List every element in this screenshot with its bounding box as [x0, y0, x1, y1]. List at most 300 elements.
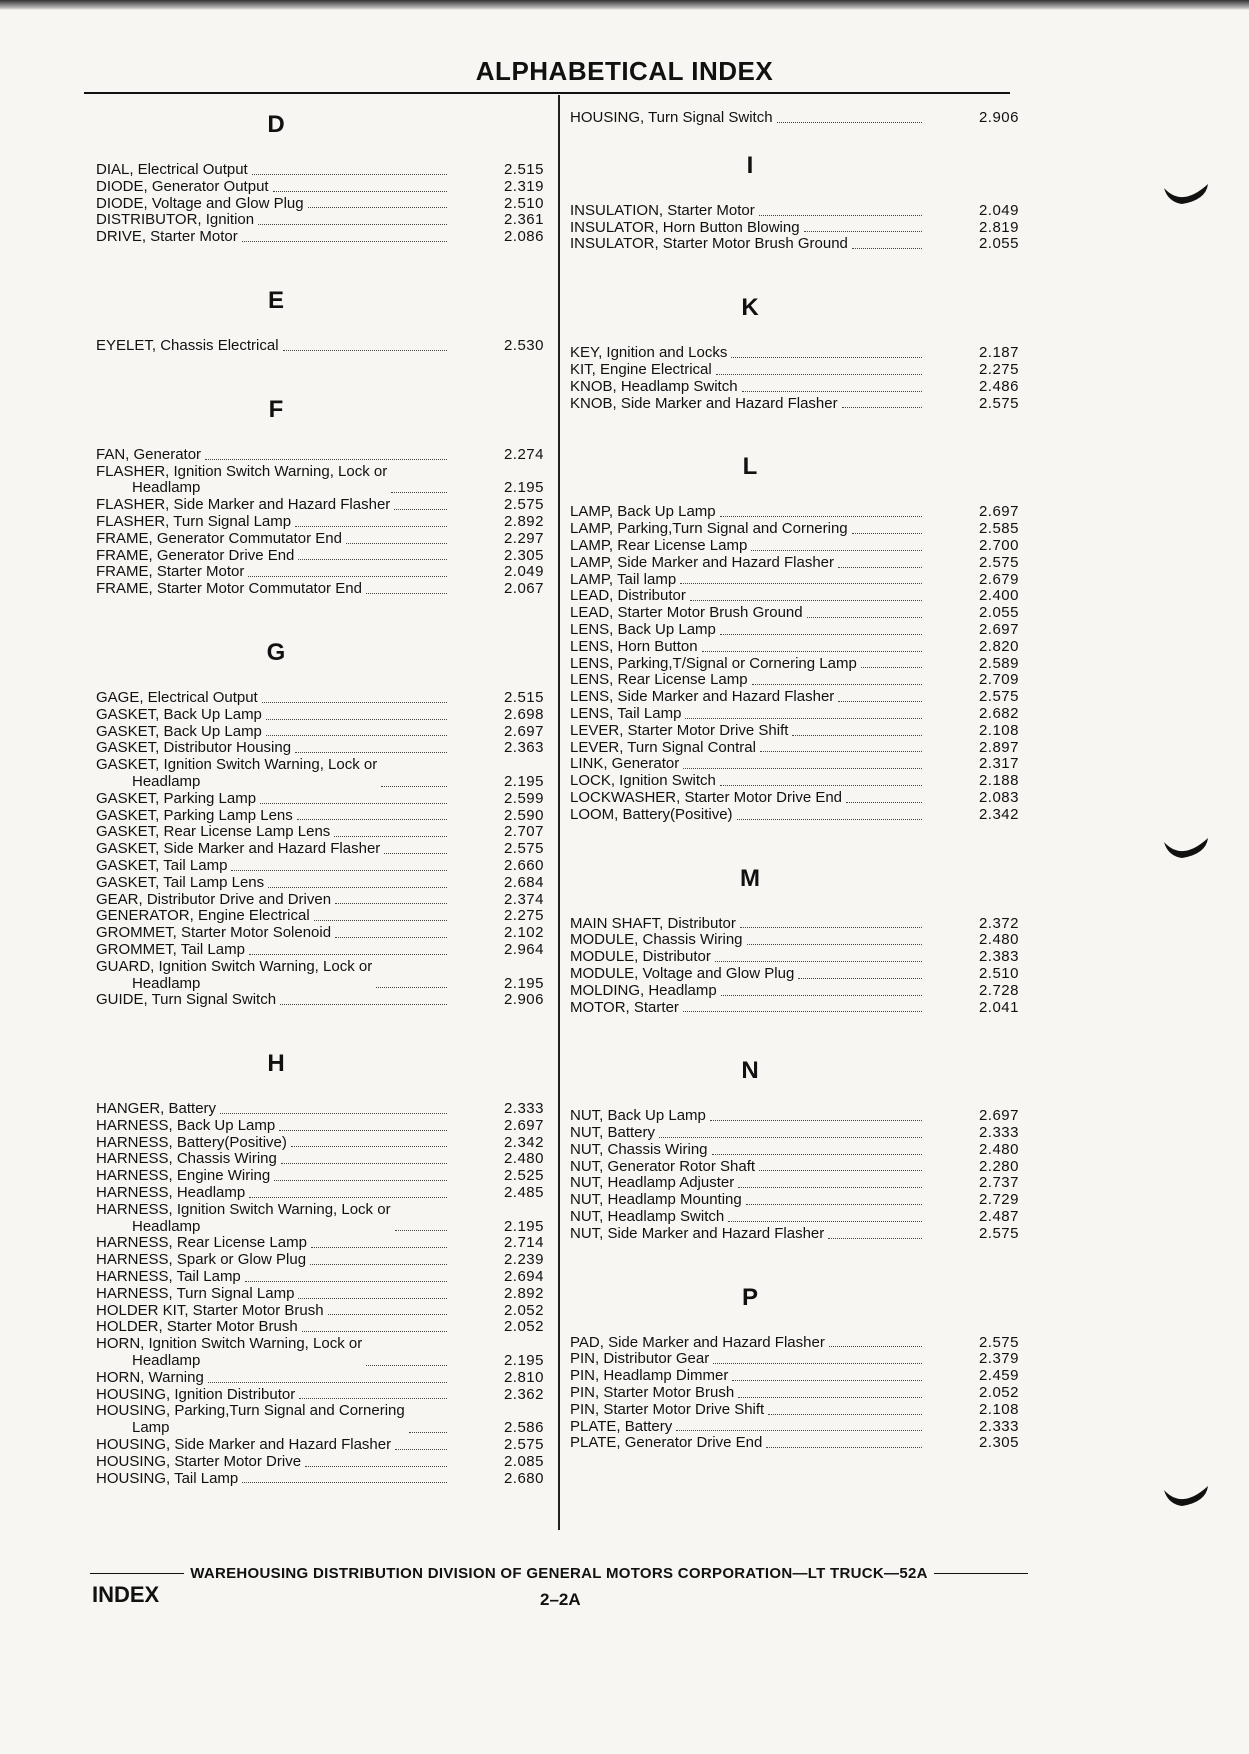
entry-text-wrap — [96, 1151, 449, 1168]
entry-text-wrap — [96, 740, 449, 757]
index-entry — [96, 338, 550, 355]
entry-page-number: 2.707 — [503, 823, 544, 841]
entry-text-wrap — [96, 1370, 449, 1387]
entry-page-number: 2.820 — [978, 637, 1019, 655]
index-entry — [96, 690, 550, 707]
entry-page-number: 2.679 — [978, 570, 1019, 588]
entry-page-number: 2.055 — [978, 235, 1019, 253]
entry-text-wrap — [96, 925, 449, 942]
dot-leader — [861, 667, 922, 668]
binder-hole-mark — [1162, 1480, 1212, 1508]
entry-page-number: 2.589 — [978, 654, 1019, 672]
dot-leader — [302, 1331, 448, 1332]
entry-text: GASKET, Back Up Lamp — [96, 722, 262, 740]
index-entry — [570, 689, 1025, 706]
dot-leader — [299, 1398, 447, 1399]
entry-page-number: 2.041 — [978, 998, 1019, 1016]
footer-page-number: 2–2A — [540, 1590, 581, 1609]
dot-leader — [683, 768, 922, 769]
dot-leader — [732, 1380, 922, 1381]
entry-text: NUT, Headlamp Switch — [570, 1208, 725, 1226]
entry-page-number: 2.480 — [503, 1150, 544, 1168]
entry-line-wrap — [96, 757, 449, 791]
entry-text: DIODE, Voltage and Glow Plug — [96, 194, 304, 212]
entry-page-number: 2.485 — [503, 1184, 544, 1202]
entry-text-wrap — [96, 707, 449, 724]
entry-text: LOCK, Ignition Switch — [570, 772, 716, 790]
entry-text: LEAD, Distributor — [570, 587, 686, 605]
index-entry — [96, 1101, 550, 1118]
entry-page-number: 2.085 — [503, 1452, 544, 1470]
entry-text-wrap — [570, 1142, 924, 1159]
index-entry — [570, 966, 1025, 983]
entry-text-wrap — [96, 1303, 449, 1320]
index-entry-list — [570, 1108, 1025, 1242]
dot-leader — [852, 248, 922, 249]
entry-text: MODULE, Voltage and Glow Plug — [570, 964, 795, 982]
entry-text: HOUSING, Tail Lamp — [96, 1469, 239, 1487]
index-section — [96, 638, 550, 1009]
entry-page-number: 2.737 — [978, 1174, 1019, 1192]
entry-text: LAMP, Side Marker and Hazard Flasher — [570, 553, 835, 571]
entry-text-wrap — [570, 1125, 924, 1142]
index-entry — [570, 1351, 1025, 1368]
entry-text: PLATE, Generator Drive End — [570, 1434, 763, 1452]
dot-leader — [242, 241, 448, 242]
entry-text-wrap — [570, 773, 924, 790]
index-section — [96, 286, 550, 355]
entry-text-wrap — [96, 162, 449, 179]
entry-text-wrap — [570, 639, 924, 656]
entry-page-number: 2.195 — [503, 772, 544, 790]
entry-page-number: 2.086 — [503, 228, 544, 246]
entry-text: HARNESS, Chassis Wiring — [96, 1150, 277, 1168]
dot-leader — [716, 374, 922, 375]
entry-text: MOLDING, Headlamp — [570, 981, 717, 999]
entry-page-number: 2.906 — [978, 109, 1019, 126]
entry-text-continuation: Headlamp — [132, 1217, 201, 1235]
entry-text: NUT, Back Up Lamp — [570, 1107, 706, 1125]
entry-page-number: 2.897 — [978, 738, 1019, 756]
entry-text-wrap — [96, 196, 449, 213]
entry-text: NUT, Generator Rotor Shaft — [570, 1157, 756, 1175]
index-entry — [96, 740, 550, 757]
index-entry — [570, 1368, 1025, 1385]
index-entry — [96, 1370, 550, 1387]
dot-leader — [376, 987, 447, 988]
entry-text: LEAD, Starter Motor Brush Ground — [570, 604, 803, 622]
entry-text: GAGE, Electrical Output — [96, 688, 258, 706]
entry-text-wrap — [570, 396, 924, 413]
dot-leader — [394, 509, 447, 510]
index-entry — [96, 514, 550, 531]
dot-leader — [395, 1230, 448, 1231]
entry-text-wrap — [96, 1437, 449, 1454]
entry-text-wrap — [96, 841, 449, 858]
entry-text-wrap — [96, 1118, 449, 1135]
dot-leader — [829, 1346, 922, 1347]
index-section — [570, 1056, 1025, 1242]
dot-leader — [768, 1414, 922, 1415]
index-entry — [570, 1192, 1025, 1209]
index-entry — [570, 1142, 1025, 1159]
entry-text-wrap — [570, 1402, 924, 1419]
entry-text-wrap — [96, 1286, 449, 1303]
entry-text-wrap — [570, 1108, 924, 1125]
entry-text: NUT, Chassis Wiring — [570, 1140, 708, 1158]
dot-leader — [777, 122, 922, 123]
entry-page-number: 2.342 — [503, 1133, 544, 1151]
dot-leader — [710, 1120, 922, 1121]
entry-text-block — [96, 1403, 405, 1437]
entry-page-number: 2.575 — [503, 1436, 544, 1454]
index-section — [570, 110, 1025, 127]
entry-text: HARNESS, Back Up Lamp — [96, 1116, 276, 1134]
dot-leader — [751, 550, 922, 551]
entry-text-wrap — [96, 875, 449, 892]
index-entry — [96, 1269, 550, 1286]
section-letter: H — [267, 1050, 285, 1078]
index-entry — [96, 1471, 550, 1488]
entry-text-wrap — [570, 790, 924, 807]
dot-leader — [295, 752, 447, 753]
entry-text-continuation: Headlamp — [132, 974, 201, 992]
entry-text-wrap — [570, 110, 924, 127]
entry-text-wrap — [96, 1471, 449, 1488]
entry-page-number: 2.188 — [978, 772, 1019, 790]
index-entry — [570, 1419, 1025, 1436]
entry-text: HANGER, Battery — [96, 1100, 217, 1118]
index-entry — [96, 892, 550, 909]
entry-text-wrap — [570, 538, 924, 555]
entry-text: LAMP, Rear License Lamp — [570, 536, 748, 554]
index-entry — [96, 212, 550, 229]
entry-page-number: 2.530 — [503, 336, 544, 354]
entry-text: GASKET, Back Up Lamp — [96, 705, 262, 723]
dot-leader — [266, 735, 447, 736]
index-entry — [570, 504, 1025, 521]
entry-text-wrap — [570, 1209, 924, 1226]
binder-hole-mark — [1162, 832, 1212, 860]
entry-text: INSULATOR, Horn Button Blowing — [570, 218, 800, 236]
dot-leader — [366, 1365, 447, 1366]
entry-text: FRAME, Generator Commutator End — [96, 529, 342, 547]
entry-text-wrap — [570, 949, 924, 966]
entry-text-wrap — [570, 983, 924, 1000]
dot-leader — [248, 576, 447, 577]
entry-text: KNOB, Headlamp Switch — [570, 377, 738, 395]
entry-text-wrap — [96, 514, 449, 531]
entry-text-wrap — [96, 959, 449, 993]
section-letter: G — [266, 638, 286, 666]
dot-leader — [740, 927, 922, 928]
entry-page-number: 2.480 — [978, 1140, 1019, 1158]
entry-text: NUT, Side Marker and Hazard Flasher — [570, 1224, 825, 1242]
entry-text: KIT, Engine Electrical — [570, 360, 712, 378]
entry-text: FRAME, Starter Motor Commutator End — [96, 580, 362, 598]
section-letter: I — [746, 151, 754, 179]
entry-text: GUIDE, Turn Signal Switch — [96, 991, 277, 1009]
index-entry — [570, 1435, 1025, 1452]
index-entry-list — [570, 203, 1025, 253]
dot-leader — [747, 944, 923, 945]
index-entry — [96, 179, 550, 196]
entry-line-wrap — [96, 1403, 449, 1437]
index-entry-list — [570, 504, 1025, 823]
entry-text: KEY, Ignition and Locks — [570, 344, 728, 362]
entry-page-number: 2.575 — [978, 688, 1019, 706]
dot-leader — [305, 1466, 447, 1467]
index-entry — [570, 110, 1025, 127]
index-section — [96, 110, 550, 246]
entry-page-number: 2.108 — [978, 721, 1019, 739]
index-entry — [96, 1235, 550, 1252]
entry-page-number: 2.575 — [503, 840, 544, 858]
dot-leader — [266, 719, 447, 720]
entry-text-wrap — [570, 362, 924, 379]
dot-leader — [298, 559, 447, 560]
index-entry-list — [570, 345, 1025, 412]
dot-leader — [838, 701, 922, 702]
dot-leader — [731, 357, 922, 358]
index-entry — [570, 916, 1025, 933]
dot-leader — [273, 191, 448, 192]
index-entry — [96, 1151, 550, 1168]
entry-page-number: 2.819 — [978, 218, 1019, 236]
entry-page-number: 2.709 — [978, 671, 1019, 689]
entry-text: LENS, Horn Button — [570, 637, 698, 655]
entry-page-number: 2.575 — [503, 496, 544, 514]
dot-leader — [713, 1363, 922, 1364]
footer-section-label: INDEX — [92, 1582, 160, 1607]
entry-text: LOCKWASHER, Starter Motor Drive End — [570, 788, 843, 806]
dot-leader — [260, 803, 447, 804]
index-entry — [96, 707, 550, 724]
entry-text: NUT, Battery — [570, 1124, 656, 1142]
entry-text-wrap — [96, 564, 449, 581]
entry-page-number: 2.305 — [978, 1434, 1019, 1452]
entry-page-number: 2.684 — [503, 873, 544, 891]
index-entry — [96, 1437, 550, 1454]
entry-text-wrap — [570, 521, 924, 538]
index-entry — [570, 572, 1025, 589]
index-entry — [96, 497, 550, 514]
entry-text-wrap — [96, 447, 449, 464]
index-entry — [570, 1159, 1025, 1176]
entry-text: PIN, Headlamp Dimmer — [570, 1367, 729, 1385]
entry-page-number: 2.575 — [978, 1224, 1019, 1242]
section-letter: P — [741, 1283, 758, 1311]
index-entry — [570, 756, 1025, 773]
entry-text: LAMP, Tail lamp — [570, 570, 677, 588]
index-entry — [570, 1226, 1025, 1243]
index-entry-list — [570, 1335, 1025, 1453]
dot-leader — [249, 954, 447, 955]
entry-text-wrap — [96, 1336, 449, 1370]
entry-page-number: 2.892 — [503, 1284, 544, 1302]
dot-leader — [409, 1432, 448, 1433]
title-rule — [84, 92, 1010, 94]
entry-text-wrap — [96, 229, 449, 246]
entry-text-wrap — [96, 1135, 449, 1152]
entry-page-number: 2.187 — [978, 344, 1019, 362]
index-entry — [96, 1454, 550, 1471]
index-entry — [96, 564, 550, 581]
index-entry — [96, 1319, 550, 1336]
entry-text: HOUSING, Side Marker and Hazard Flasher — [96, 1436, 392, 1454]
dot-leader — [715, 961, 922, 962]
dot-leader — [314, 920, 448, 921]
dot-leader — [759, 215, 922, 216]
index-entry — [570, 656, 1025, 673]
entry-text-wrap — [96, 892, 449, 909]
entry-page-number: 2.363 — [503, 739, 544, 757]
entry-text: HARNESS, Ignition Switch Warning, Lock or — [96, 1200, 391, 1218]
entry-page-number: 2.379 — [978, 1350, 1019, 1368]
entry-page-number: 2.055 — [978, 604, 1019, 622]
entry-page-number: 2.049 — [503, 563, 544, 581]
entry-text-wrap — [570, 689, 924, 706]
entry-page-number: 2.333 — [978, 1417, 1019, 1435]
entry-text-wrap — [570, 1435, 924, 1452]
entry-text: GASKET, Ignition Switch Warning, Lock or — [96, 756, 378, 774]
dot-leader — [738, 1187, 922, 1188]
entry-text: HARNESS, Headlamp — [96, 1184, 246, 1202]
index-entry — [96, 1135, 550, 1152]
index-entry — [96, 1185, 550, 1202]
entry-text-wrap — [96, 908, 449, 925]
entry-text-wrap — [96, 497, 449, 514]
index-entry — [96, 196, 550, 213]
section-letter: E — [267, 286, 284, 314]
index-entry — [570, 1125, 1025, 1142]
entry-text-wrap — [96, 1387, 449, 1404]
index-entry — [96, 1387, 550, 1404]
entry-line-wrap — [96, 1336, 449, 1370]
entry-text: MOTOR, Starter — [570, 998, 679, 1016]
index-entry — [96, 824, 550, 841]
entry-page-number: 2.195 — [503, 479, 544, 497]
entry-page-number: 2.195 — [503, 1352, 544, 1370]
section-letter: L — [742, 453, 758, 481]
index-section — [96, 395, 550, 598]
entry-text: LENS, Back Up Lamp — [570, 620, 716, 638]
entry-page-number: 2.698 — [503, 705, 544, 723]
dot-leader — [283, 350, 448, 351]
entry-text: HARNESS, Engine Wiring — [96, 1167, 271, 1185]
entry-text: PAD, Side Marker and Hazard Flasher — [570, 1333, 825, 1351]
entry-page-number: 2.694 — [503, 1268, 544, 1286]
entry-text: PIN, Distributor Gear — [570, 1350, 710, 1368]
entry-text: HARNESS, Battery(Positive) — [96, 1133, 287, 1151]
entry-page-number: 2.682 — [978, 704, 1019, 722]
index-entry — [570, 706, 1025, 723]
entry-page-number: 2.697 — [503, 722, 544, 740]
entry-text: HORN, Warning — [96, 1368, 204, 1386]
entry-text: KNOB, Side Marker and Hazard Flasher — [570, 394, 838, 412]
entry-text-block — [96, 464, 387, 498]
entry-text-continuation: Headlamp — [132, 479, 201, 497]
footer-rule-right — [934, 1573, 1028, 1575]
entry-page-number: 2.575 — [978, 394, 1019, 412]
dot-leader — [252, 174, 448, 175]
dot-leader — [220, 1113, 447, 1114]
entry-text-wrap — [570, 672, 924, 689]
entry-text-continuation: Lamp — [132, 1419, 170, 1437]
entry-page-number: 2.052 — [503, 1318, 544, 1336]
entry-text: LAMP, Parking,Turn Signal and Cornering — [570, 520, 848, 538]
index-entry — [570, 605, 1025, 622]
entry-page-number: 2.728 — [978, 981, 1019, 999]
dot-leader — [752, 684, 922, 685]
entry-text-wrap — [570, 345, 924, 362]
index-entry — [570, 723, 1025, 740]
entry-text: FLASHER, Side Marker and Hazard Flasher — [96, 496, 391, 514]
entry-page-number: 2.515 — [503, 688, 544, 706]
entry-text-wrap — [96, 1168, 449, 1185]
dot-leader — [742, 391, 922, 392]
entry-page-number: 2.906 — [503, 991, 544, 1009]
dot-leader — [720, 516, 922, 517]
entry-page-number: 2.487 — [978, 1208, 1019, 1226]
entry-text-wrap — [570, 1419, 924, 1436]
entry-page-number: 2.083 — [978, 788, 1019, 806]
dot-leader — [335, 903, 447, 904]
page-title: ALPHABETICAL INDEX — [475, 56, 774, 86]
entry-text: DIODE, Generator Output — [96, 177, 269, 195]
entry-text-wrap — [96, 1101, 449, 1118]
dot-leader — [281, 1163, 447, 1164]
entry-text: PIN, Starter Motor Brush — [570, 1384, 735, 1402]
dot-leader — [298, 1298, 447, 1299]
entry-text-wrap — [570, 966, 924, 983]
dot-leader — [737, 819, 923, 820]
entry-text: INSULATION, Starter Motor — [570, 201, 755, 219]
entry-text: GASKET, Rear License Lamp Lens — [96, 823, 331, 841]
entry-text: HOUSING, Turn Signal Switch — [570, 109, 773, 126]
index-entry — [96, 959, 550, 993]
entry-page-number: 2.102 — [503, 924, 544, 942]
dot-leader — [274, 1180, 447, 1181]
entry-page-number: 2.195 — [503, 1217, 544, 1235]
dot-leader — [249, 1197, 447, 1198]
entry-text-wrap — [570, 379, 924, 396]
index-entry — [570, 1402, 1025, 1419]
entry-text-continuation: Headlamp — [132, 772, 201, 790]
entry-text-wrap — [570, 588, 924, 605]
entry-text: HORN, Ignition Switch Warning, Lock or — [96, 1335, 363, 1353]
entry-page-number: 2.362 — [503, 1385, 544, 1403]
entry-page-number: 2.459 — [978, 1367, 1019, 1385]
entry-page-number: 2.052 — [978, 1384, 1019, 1402]
entry-text-wrap — [570, 605, 924, 622]
entry-page-number: 2.660 — [503, 856, 544, 874]
dot-leader — [807, 617, 922, 618]
index-entry — [96, 791, 550, 808]
dot-leader — [231, 870, 447, 871]
index-entry — [570, 1385, 1025, 1402]
entry-text-wrap — [570, 916, 924, 933]
entry-text: PIN, Starter Motor Drive Shift — [570, 1400, 765, 1418]
dot-leader — [712, 1154, 923, 1155]
entry-text-wrap — [570, 236, 924, 253]
entry-text-wrap — [96, 179, 449, 196]
entry-text-wrap — [96, 548, 449, 565]
index-entry — [570, 622, 1025, 639]
index-entry — [570, 1108, 1025, 1125]
dot-leader — [676, 1430, 922, 1431]
entry-text-wrap — [96, 212, 449, 229]
